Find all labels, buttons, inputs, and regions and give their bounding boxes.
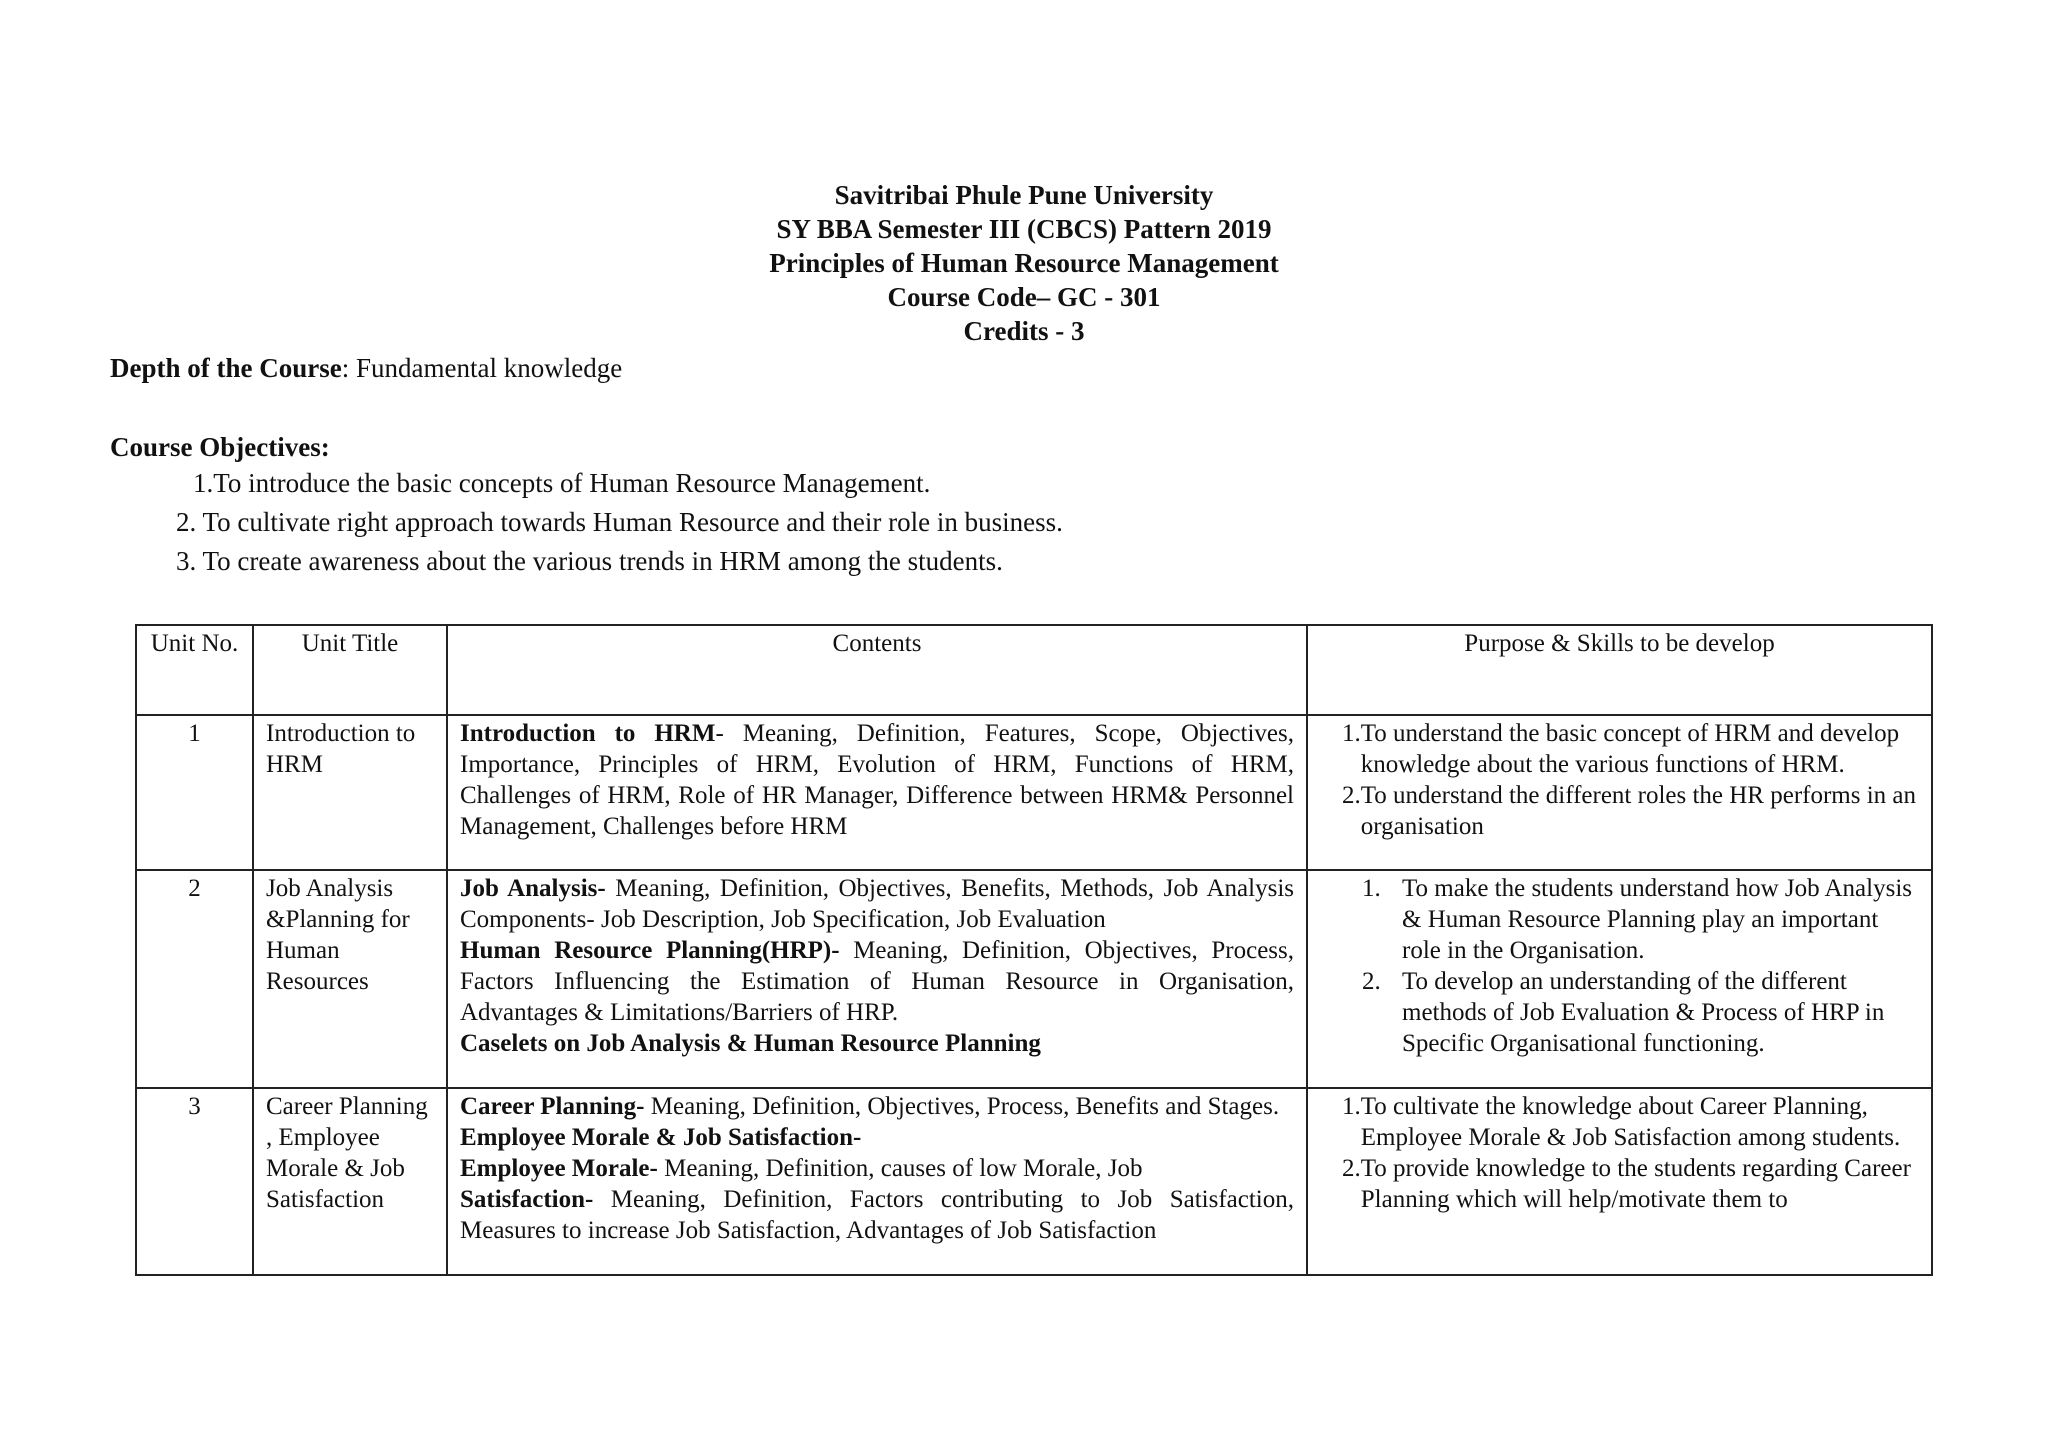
unit-contents	[447, 715, 1307, 870]
contents-paragraph	[460, 1091, 1294, 1122]
contents-paragraph	[460, 873, 1294, 935]
purpose-number: 1.	[1342, 1093, 1361, 1120]
objective-item: 1.To introduce the basic concepts of Human Resource Management.	[193, 468, 931, 498]
unit-title: Introduction to HRM	[253, 715, 447, 870]
depth-value: : Fundamental knowledge	[341, 353, 623, 383]
contents-topic: Career Planning-	[460, 1093, 645, 1120]
purpose-number: 1.	[1362, 875, 1381, 902]
unit-contents	[447, 870, 1307, 1088]
unit-title: Career Planning , Employee Morale & Job Satisfaction	[253, 1088, 447, 1275]
university-name: Savitribai Phule Pune University	[834, 180, 1214, 210]
contents-paragraph	[460, 1122, 1294, 1153]
contents-text: Meaning, Definition, Objectives, Process, Benefits and Stages.	[644, 1093, 1280, 1120]
contents-paragraph	[460, 1028, 1294, 1059]
contents-text: Meaning, Definition, Objectives, Benefits, Methods, Job Analysis Components- Job Description, Job Specification, Job Evaluation	[460, 875, 1294, 933]
contents-text: Meaning, Definition, Factors contributing to Job Satisfaction, Measures to increase Job Satisfaction, Advantages of Job Satisfaction	[460, 1186, 1294, 1244]
objectives-heading: Course Objectives:	[110, 432, 330, 462]
table-body	[136, 715, 1932, 1275]
purpose-number: 2.	[1342, 782, 1361, 809]
contents-topic: Caselets on Job Analysis & Human Resource Planning	[460, 1030, 1041, 1057]
syllabus-table	[135, 624, 1933, 1276]
semester-line: SY BBA Semester III (CBCS) Pattern 2019	[776, 214, 1272, 244]
purpose-text: To understand the basic concept of HRM and develop knowledge about the various functions of HRM.	[1360, 720, 1900, 778]
credits: Credits - 3	[963, 316, 1085, 346]
purpose-text: To provide knowledge to the students regarding Career Planning which will help/motivate them to	[1360, 1155, 1911, 1213]
contents-topic: Employee Morale & Job Satisfaction-	[460, 1124, 862, 1151]
purpose-number: 2.	[1362, 968, 1381, 995]
purpose-item	[1342, 1153, 1919, 1215]
purpose-number: 1.	[1342, 720, 1361, 747]
unit-number: 2	[136, 870, 253, 1088]
contents-paragraph	[460, 718, 1294, 842]
unit-number: 1	[136, 715, 253, 870]
unit-purpose	[1307, 870, 1932, 1088]
table-row	[136, 715, 1932, 870]
contents-paragraph	[460, 1184, 1294, 1246]
purpose-text: To understand the different roles the HR performs in an organisation	[1360, 782, 1917, 840]
purpose-text: To develop an understanding of the different methods of Job Evaluation & Process of HRP in Specific Organisational functioning.	[1402, 968, 1885, 1057]
contents-paragraph	[460, 1153, 1294, 1184]
purpose-item	[1342, 1091, 1919, 1153]
contents-topic: Employee Morale-	[460, 1155, 658, 1182]
table-row	[136, 870, 1932, 1088]
unit-purpose	[1307, 1088, 1932, 1275]
header-contents: Contents	[447, 625, 1307, 715]
course-code: Course Code– GC - 301	[887, 282, 1161, 312]
unit-title: Job Analysis &Planning for Human Resources	[253, 870, 447, 1088]
objective-item: 3. To create awareness about the various trends in HRM among the students.	[176, 546, 1003, 576]
contents-paragraph	[460, 935, 1294, 1028]
contents-topic: Human Resource Planning(HRP)-	[460, 937, 840, 964]
unit-contents	[447, 1088, 1307, 1275]
purpose-item	[1342, 718, 1919, 780]
purpose-number: 2.	[1342, 1155, 1361, 1182]
purpose-text: To make the students understand how Job Analysis & Human Resource Planning play an important role in the Organisation.	[1402, 875, 1912, 964]
contents-topic: Job Analysis-	[460, 875, 606, 902]
depth-label: Depth of the Course	[110, 353, 342, 383]
unit-number: 3	[136, 1088, 253, 1275]
contents-text: Meaning, Definition, Objectives, Process, Factors Influencing the Estimation of Human Resource in Organisation, Advantages & Limitations/Barriers of HRP.	[460, 937, 1294, 1026]
depth-of-course	[110, 351, 622, 385]
contents-topic: Introduction to HRM	[460, 720, 716, 747]
purpose-list	[1320, 718, 1919, 842]
header-unit-no: Unit No.	[136, 625, 253, 715]
objective-item: 2. To cultivate right approach towards Human Resource and their role in business.	[176, 507, 1063, 537]
purpose-list	[1320, 873, 1919, 1059]
table-row	[136, 1088, 1932, 1275]
header-purpose: Purpose & Skills to be develop	[1307, 625, 1932, 715]
document-header	[0, 178, 2048, 348]
contents-text: Meaning, Definition, causes of low Morale, Job	[657, 1155, 1143, 1182]
purpose-item	[1362, 873, 1919, 966]
header-unit-title: Unit Title	[253, 625, 447, 715]
unit-purpose	[1307, 715, 1932, 870]
purpose-text: To cultivate the knowledge about Career Planning, Employee Morale & Job Satisfaction among students.	[1360, 1093, 1901, 1151]
contents-text: - Meaning, Definition, Features, Scope, Objectives, Importance, Principles of HRM, Evolution of HRM, Functions of HRM, Challenges of HRM, Role of HR Manager, Difference between HRM& Personnel Management, Challenges before HRM	[460, 720, 1294, 840]
purpose-item	[1342, 780, 1919, 842]
contents-topic: Satisfaction-	[460, 1186, 594, 1213]
purpose-item	[1362, 966, 1919, 1059]
purpose-list	[1320, 1091, 1919, 1215]
table-header-row	[136, 625, 1932, 715]
subject-title: Principles of Human Resource Management	[769, 248, 1279, 278]
